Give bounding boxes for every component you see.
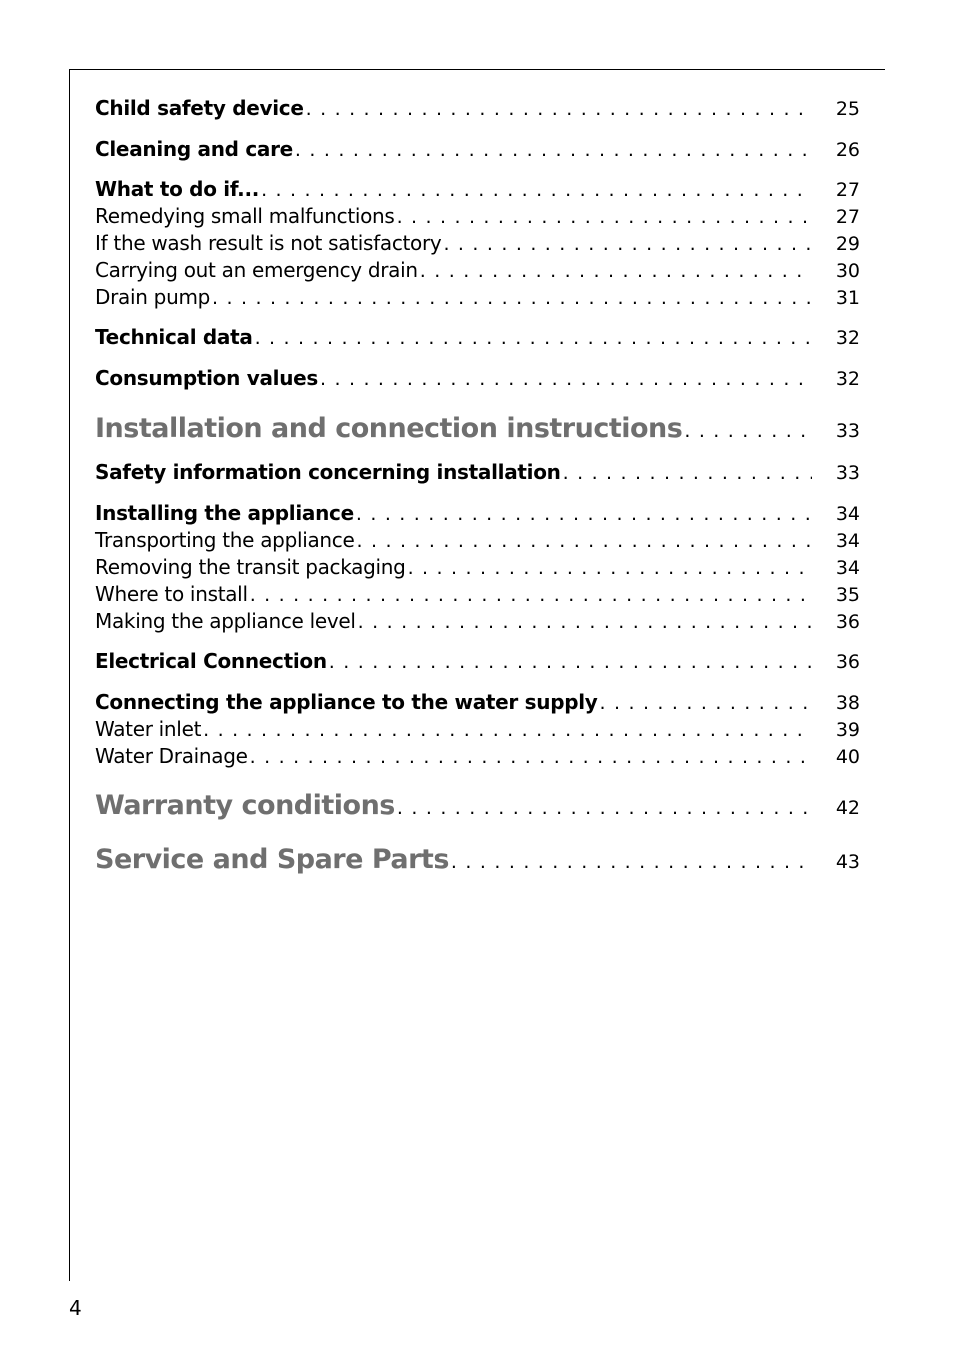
leader-dots — [397, 206, 812, 228]
toc-entry-water-inlet[interactable] — [95, 717, 860, 741]
toc-entry-transporting-the-appliance[interactable] — [95, 528, 860, 552]
toc-entry-title: If the wash result is not satisfactory — [95, 231, 442, 255]
leader-dots — [600, 692, 812, 714]
toc-entry-title: Safety information concerning installation — [95, 460, 561, 484]
toc-entry-title: Transporting the appliance — [95, 528, 355, 552]
toc-entry-page: 42 — [835, 797, 860, 819]
toc-entry-page: 27 — [835, 206, 860, 228]
toc-entry-title: Warranty conditions — [95, 790, 395, 821]
toc-entry-title: Electrical Connection — [95, 649, 327, 673]
leader-dots — [443, 233, 812, 255]
toc-entry-page: 34 — [835, 503, 860, 525]
leader-dots — [684, 420, 812, 442]
toc-entry-title: Where to install — [95, 582, 248, 606]
toc-entry-page: 29 — [835, 233, 860, 255]
toc-entry-page: 33 — [835, 462, 860, 484]
toc-entry-page: 26 — [835, 139, 860, 161]
toc-entry-title: Drain pump — [95, 285, 211, 309]
toc-entry-title: Technical data — [95, 325, 253, 349]
toc-entry-page: 36 — [835, 651, 860, 673]
toc-entry-page: 38 — [835, 692, 860, 714]
leader-dots — [563, 462, 812, 484]
leader-dots — [397, 797, 812, 819]
leader-dots — [203, 719, 812, 741]
toc-entry-consumption-values[interactable] — [95, 366, 860, 390]
toc-entry-title: Service and Spare Parts — [95, 844, 449, 875]
toc-entry-title: Making the appliance level — [95, 609, 356, 633]
toc-entry-electrical-connection[interactable] — [95, 649, 860, 673]
toc-entry-safety-information-installation[interactable] — [95, 460, 860, 484]
leader-dots — [250, 584, 812, 606]
toc-entry-technical-data[interactable] — [95, 325, 860, 349]
leader-dots — [356, 503, 812, 525]
toc-entry-page: 35 — [835, 584, 860, 606]
toc-entry-connecting-water-supply[interactable] — [95, 690, 860, 714]
leader-dots — [306, 98, 812, 120]
toc-entry-page: 33 — [835, 420, 860, 442]
toc-section-warranty-conditions[interactable] — [95, 790, 860, 821]
toc-entry-title: Cleaning and care — [95, 137, 293, 161]
toc-entry-page: 30 — [835, 260, 860, 282]
toc-entry-title: Connecting the appliance to the water supply — [95, 690, 598, 714]
leader-dots — [295, 139, 812, 161]
page-number: 4 — [69, 1296, 82, 1320]
top-rule — [69, 69, 885, 70]
toc-entry-title: Child safety device — [95, 96, 304, 120]
toc-entry-title: Removing the transit packaging — [95, 555, 406, 579]
toc-entry-emergency-drain[interactable] — [95, 258, 860, 282]
leader-dots — [250, 746, 812, 768]
leader-dots — [408, 557, 812, 579]
toc-entry-page: 34 — [835, 530, 860, 552]
toc-entry-wash-result-not-satisfactory[interactable] — [95, 231, 860, 255]
toc-entry-child-safety-device[interactable] — [95, 96, 860, 120]
toc-section-installation-instructions[interactable] — [95, 413, 860, 444]
toc-entry-what-to-do-if[interactable] — [95, 177, 860, 201]
toc-entry-page: 34 — [835, 557, 860, 579]
toc-entry-where-to-install[interactable] — [95, 582, 860, 606]
toc-entry-title: Installation and connection instructions — [95, 413, 683, 444]
toc-entry-making-appliance-level[interactable] — [95, 609, 860, 633]
toc-entry-drain-pump[interactable] — [95, 285, 860, 309]
toc-section-service-and-spare-parts[interactable] — [95, 844, 860, 875]
toc-entry-page: 25 — [835, 98, 860, 120]
toc-entry-page: 32 — [835, 327, 860, 349]
leader-dots — [255, 327, 812, 349]
toc-entry-title: Installing the appliance — [95, 501, 354, 525]
toc-entry-cleaning-and-care[interactable] — [95, 137, 860, 161]
toc-entry-title: Remedying small malfunctions — [95, 204, 395, 228]
leader-dots — [320, 368, 812, 390]
toc-entry-title: What to do if... — [95, 177, 260, 201]
toc-entry-installing-the-appliance[interactable] — [95, 501, 860, 525]
toc-entry-page: 43 — [835, 851, 860, 873]
toc-entry-title: Water inlet — [95, 717, 202, 741]
toc-entry-remedying-small-malfunctions[interactable] — [95, 204, 860, 228]
leader-dots — [329, 651, 812, 673]
leader-dots — [451, 851, 812, 873]
toc-entry-title: Water Drainage — [95, 744, 248, 768]
toc-entry-page: 31 — [835, 287, 860, 309]
leader-dots — [261, 179, 812, 201]
toc-entry-page: 39 — [835, 719, 860, 741]
leader-dots — [357, 530, 812, 552]
toc-entry-title: Consumption values — [95, 366, 319, 390]
leader-dots — [212, 287, 812, 309]
leader-dots — [358, 611, 812, 633]
toc-entry-water-drainage[interactable] — [95, 744, 860, 768]
toc-entry-removing-transit-packaging[interactable] — [95, 555, 860, 579]
toc-entry-title: Carrying out an emergency drain — [95, 258, 418, 282]
toc-entry-page: 27 — [835, 179, 860, 201]
toc-entry-page: 32 — [835, 368, 860, 390]
toc-entry-page: 40 — [835, 746, 860, 768]
toc-entry-page: 36 — [835, 611, 860, 633]
left-rule — [69, 69, 70, 1281]
leader-dots — [420, 260, 812, 282]
